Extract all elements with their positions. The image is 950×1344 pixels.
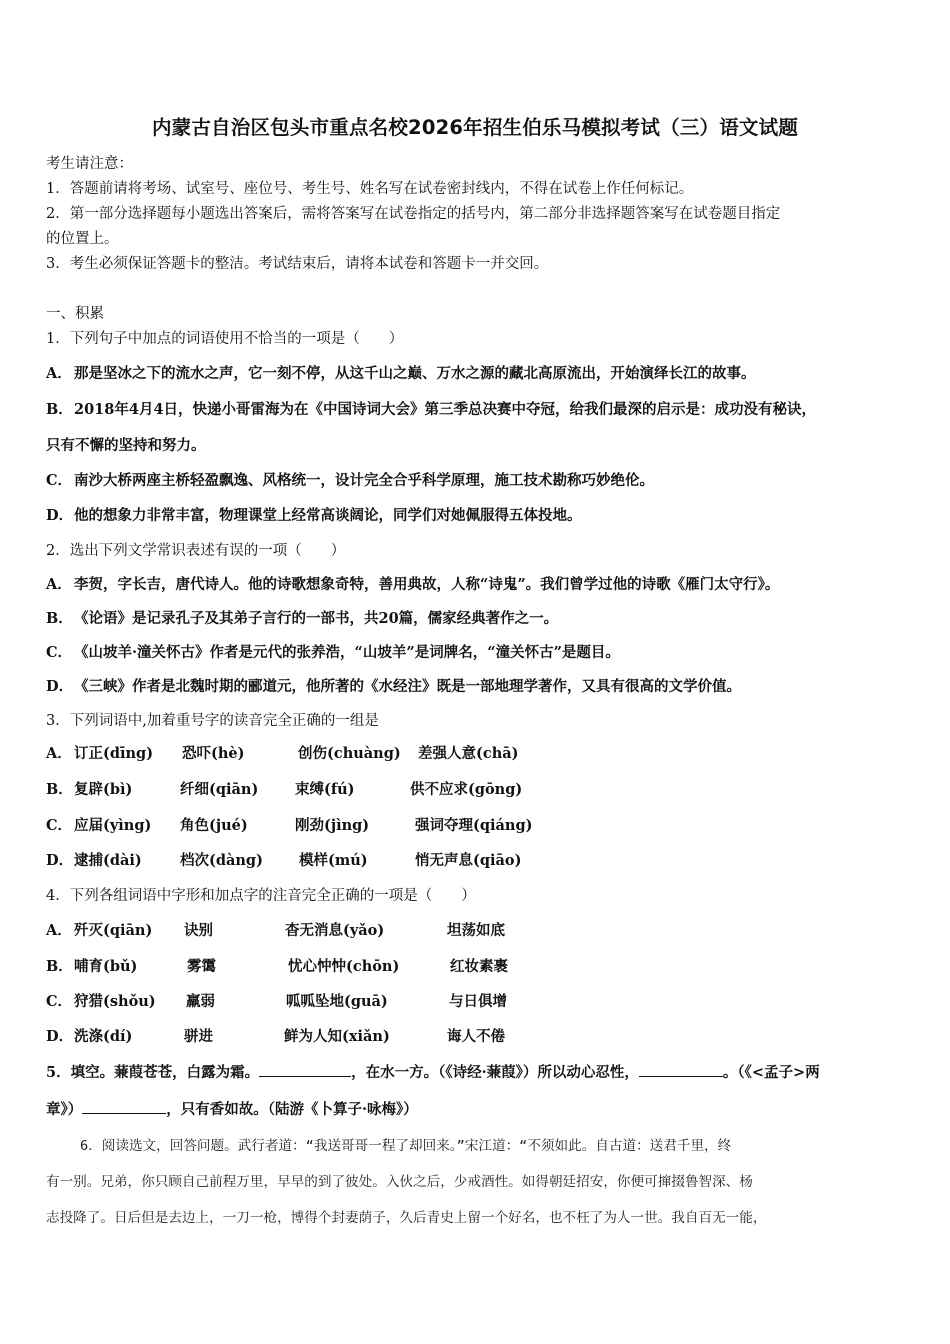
q4-word: 忧心忡忡(chōn) — [288, 958, 400, 975]
q5-text: 章》） — [46, 1101, 83, 1118]
option-text: 《论语》是记录孔子及其弟子言行的一部书，共20篇，儒家经典著作之一。 — [74, 610, 559, 627]
option-label: A． — [46, 576, 72, 593]
q4-word: 狩猎(shǒu) — [74, 993, 156, 1010]
question-1-option-c — [46, 469, 654, 490]
q3-word: 创伤(chuàng) — [298, 745, 401, 762]
q3-word: 档次(dàng) — [180, 852, 263, 869]
q3-word: 逮捕(dài) — [74, 852, 142, 869]
question-2-option-c — [46, 641, 620, 662]
question-1-option-a — [46, 362, 756, 383]
q3-word: 纤细(qiān) — [180, 781, 259, 798]
option-text: 南沙大桥两座主桥轻盈飘逸、风格统一，设计完全合乎科学原理，施工技术勘称巧妙绝伦。 — [74, 472, 654, 489]
option-text: 2018年4月4日，快递小哥雷海为在《中国诗词大会》第三季总决赛中夺冠，给我们最深的启示是：成功没有秘诀， — [74, 401, 817, 418]
q3-word: 强词夺理(qiáng) — [415, 817, 533, 834]
notice-item: 的位置上。 — [46, 231, 119, 247]
q3-word: 悄无声息(qiāo) — [415, 852, 522, 869]
q4-word: 洗涤(dí) — [74, 1028, 133, 1045]
option-label: D． — [46, 678, 74, 695]
q3-row-a-label: A． — [46, 745, 72, 762]
option-text: 只有不懈的坚持和努力。 — [46, 437, 206, 454]
q3-word: 复辟(bì) — [74, 781, 133, 798]
notice-heading: 考生请注意： — [46, 156, 133, 172]
q4-word: 鲜为人知(xiǎn) — [284, 1028, 390, 1045]
notice-item: 1．答题前请将考场、试室号、座位号、考生号、姓名写在试卷密封线内，不得在试卷上作任何标记。 — [46, 181, 694, 197]
question-3-stem: 3．下列词语中,加着重号字的读音完全正确的一组是 — [46, 713, 379, 729]
option-text: 那是坚冰之下的流水之声，它一刻不停，从这千山之巅、万水之源的藏北高原流出，开始演绎长江的故事。 — [74, 365, 756, 382]
question-1-option-d — [46, 504, 582, 525]
question-6-line-3: 志投降了。日后但是去边上，一刀一枪，博得个封妻荫子，久后青史上留一个好名，也不枉了为人一世。我自百无一能， — [46, 1210, 767, 1226]
question-5-line-2 — [46, 1098, 418, 1119]
option-label: C． — [46, 472, 73, 489]
q3-word: 刚劲(jìng) — [295, 817, 370, 834]
section-heading: 一、积累 — [46, 306, 104, 322]
notice-item: 2．第一部分选择题每小题选出答案后，需将答案写在试卷指定的括号内，第二部分非选择题答案写在试卷题目指定 — [46, 206, 781, 222]
q4-word: 杳无消息(yǎo) — [285, 922, 385, 939]
q4-word: 与日俱增 — [449, 993, 507, 1010]
option-text: 《山坡羊·潼关怀古》作者是元代的张养浩，“山坡羊”是词牌名，“潼关怀古”是题目。 — [74, 644, 620, 661]
q4-row-a-label: A． — [46, 922, 72, 939]
question-1-option-b — [46, 398, 816, 419]
q4-word: 骈进 — [184, 1028, 213, 1045]
answer-blank[interactable] — [82, 1099, 166, 1114]
answer-blank[interactable] — [639, 1062, 723, 1077]
q4-word: 呱呱坠地(guā) — [286, 993, 388, 1010]
q5-text: 。（《<孟子>两 — [722, 1064, 820, 1081]
q3-word: 应届(yìng) — [74, 817, 152, 834]
question-4-stem: 4．下列各组词语中字形和加点字的注音完全正确的一项是（ ） — [46, 888, 476, 904]
q4-word: 雾霭 — [187, 958, 216, 975]
question-2-stem: 2．选出下列文学常识表述有误的一项（ ） — [46, 543, 346, 559]
exam-title: 内蒙古自治区包头市重点名校2026年招生伯乐马模拟考试（三）语文试题 — [151, 116, 799, 139]
q4-word: 诲人不倦 — [447, 1028, 505, 1045]
q5-text: ，只有香如故。（陆游《卜算子·咏梅》） — [166, 1101, 418, 1118]
question-2-option-b — [46, 607, 558, 628]
question-5-line-1 — [46, 1061, 820, 1082]
q4-word: 诀别 — [184, 922, 213, 939]
option-text: 李贺，字长吉，唐代诗人。他的诗歌想象奇特，善用典故，人称“诗鬼”。我们曾学过他的诗歌《雁门太守行》。 — [74, 576, 780, 593]
q4-word: 歼灭(qiān) — [74, 922, 153, 939]
question-6-line-2: 有一别。兄弟，你只顾自己前程万里，早早的到了彼处。入伙之后，少戒酒性。如得朝廷招安，你便可撺掇鲁智深、杨 — [46, 1174, 753, 1190]
option-label: B． — [46, 610, 73, 627]
q3-word: 恐吓(hè) — [182, 745, 245, 762]
q3-word: 模样(mú) — [299, 852, 368, 869]
q3-row-c-label: C． — [46, 817, 73, 834]
option-label: B． — [46, 401, 73, 418]
q4-word: 红妆素裹 — [450, 958, 508, 975]
q3-word: 供不应求(gōng) — [410, 781, 523, 798]
q4-row-c-label: C． — [46, 993, 73, 1010]
option-text: 《三峡》作者是北魏时期的郦道元，他所著的《水经注》既是一部地理学著作，又具有很高的文学价值。 — [74, 678, 741, 695]
q4-word: 哺育(bǔ) — [74, 958, 138, 975]
q3-word: 订正(dīng) — [74, 745, 154, 762]
q4-row-d-label: D． — [46, 1028, 74, 1045]
option-label: D． — [46, 507, 74, 524]
q3-word: 束缚(fú) — [295, 781, 355, 798]
option-label: C． — [46, 644, 73, 661]
option-label: A． — [46, 365, 72, 382]
q4-row-b-label: B． — [46, 958, 73, 975]
q5-text: 5．填空。蒹葭苍苍，白露为霜。 — [46, 1064, 260, 1081]
q3-row-d-label: D． — [46, 852, 74, 869]
question-1-stem: 1．下列句子中加点的词语使用不恰当的一项是（ ） — [46, 331, 404, 347]
q3-word: 差强人意(chā) — [418, 745, 519, 762]
answer-blank[interactable] — [259, 1062, 351, 1077]
question-2-option-d — [46, 675, 741, 696]
question-6-line-1: 6．阅读选文，回答问题。武行者道：“我送哥哥一程了却回来。”宋江道：“不须如此。自古道：送君千里，终 — [80, 1138, 732, 1154]
option-text: 他的想象力非常丰富，物理课堂上经常高谈阔论，同学们对她佩服得五体投地。 — [74, 507, 582, 524]
question-1-option-b-cont — [46, 434, 206, 455]
q4-word: 坦荡如底 — [447, 922, 505, 939]
q3-row-b-label: B． — [46, 781, 73, 798]
q3-word: 角色(jué) — [180, 817, 248, 834]
notice-item: 3．考生必须保证答题卡的整洁。考试结束后，请将本试卷和答题卡一并交回。 — [46, 256, 549, 272]
q5-text: ，在水一方。（《诗经·蒹葭》）所以动心忍性， — [351, 1064, 639, 1081]
q4-word: 羸弱 — [186, 993, 215, 1010]
question-2-option-a — [46, 573, 779, 594]
